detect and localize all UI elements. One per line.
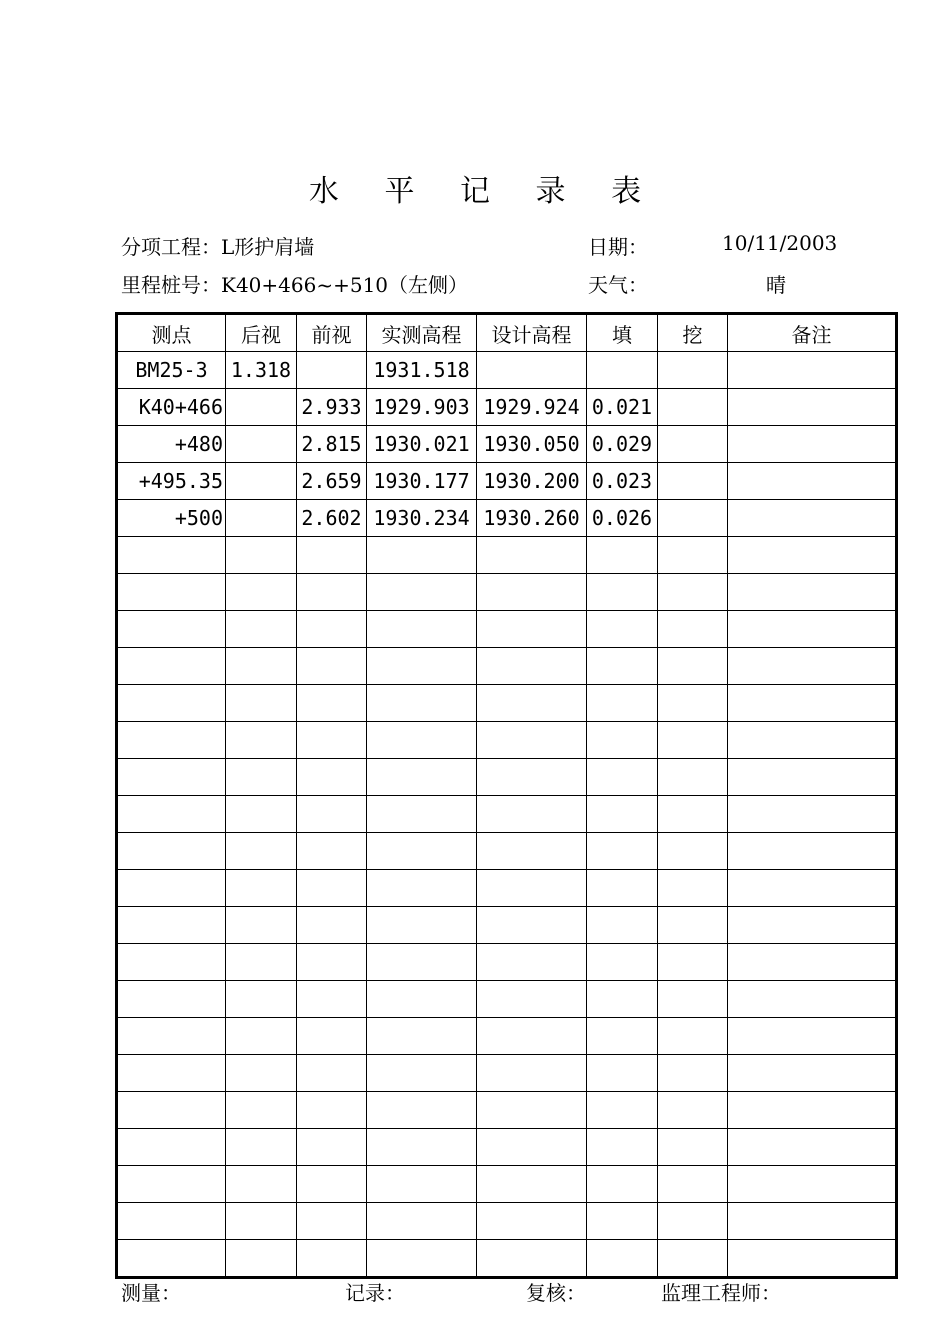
table-cell xyxy=(477,981,587,1018)
table-cell xyxy=(477,1129,587,1166)
table-cell xyxy=(658,389,728,426)
table-cell xyxy=(367,870,477,907)
table-cell xyxy=(587,796,658,833)
table-cell xyxy=(226,648,297,685)
table-cell xyxy=(658,759,728,796)
table-cell xyxy=(728,500,897,537)
table-cell xyxy=(728,426,897,463)
table-cell xyxy=(658,611,728,648)
table-cell xyxy=(226,1055,297,1092)
table-cell xyxy=(367,574,477,611)
table-cell: 0.026 xyxy=(587,500,658,537)
table-cell xyxy=(658,500,728,537)
table-cell xyxy=(226,537,297,574)
table-cell xyxy=(117,981,226,1018)
table-cell xyxy=(728,352,897,389)
table-row xyxy=(117,796,897,833)
table-row xyxy=(117,944,897,981)
table-cell xyxy=(658,722,728,759)
table-cell xyxy=(117,1203,226,1240)
table-cell xyxy=(477,944,587,981)
table-row xyxy=(117,537,897,574)
table-cell xyxy=(117,1055,226,1092)
table-cell xyxy=(117,1129,226,1166)
table-cell xyxy=(587,1018,658,1055)
table-cell xyxy=(658,981,728,1018)
table-cell: +495.35 xyxy=(117,463,226,500)
table-cell xyxy=(658,870,728,907)
table-cell xyxy=(367,1055,477,1092)
table-cell xyxy=(226,722,297,759)
table-cell xyxy=(367,722,477,759)
table-cell xyxy=(117,759,226,796)
table-cell xyxy=(728,648,897,685)
table-cell: 1930.177 xyxy=(367,463,477,500)
table-cell xyxy=(367,1166,477,1203)
table-cell xyxy=(477,1166,587,1203)
table-cell xyxy=(226,500,297,537)
table-cell xyxy=(297,1129,367,1166)
table-cell xyxy=(367,1018,477,1055)
table-cell xyxy=(226,463,297,500)
table-cell xyxy=(587,685,658,722)
table-cell xyxy=(297,722,367,759)
table-cell xyxy=(226,981,297,1018)
table-cell xyxy=(117,1092,226,1129)
table-cell xyxy=(297,796,367,833)
table-row xyxy=(117,870,897,907)
col-header-point: 测点 xyxy=(117,314,226,352)
table-cell: 0.029 xyxy=(587,426,658,463)
table-cell xyxy=(587,352,658,389)
table-cell xyxy=(728,1092,897,1129)
table-cell xyxy=(728,796,897,833)
table-cell xyxy=(367,796,477,833)
table-cell xyxy=(297,574,367,611)
table-row xyxy=(117,1018,897,1055)
measure-label: 测量： xyxy=(121,1281,181,1305)
col-header-remarks: 备注 xyxy=(728,314,897,352)
table-row xyxy=(117,389,897,426)
table-cell xyxy=(658,833,728,870)
table-cell xyxy=(226,1129,297,1166)
table-cell: 2.815 xyxy=(297,426,367,463)
table-cell xyxy=(658,944,728,981)
table-cell xyxy=(477,648,587,685)
table-row xyxy=(117,1055,897,1092)
table-cell xyxy=(117,796,226,833)
table-cell xyxy=(367,907,477,944)
station-value: K40+466~+510（左侧） xyxy=(221,273,469,297)
project-label: 分项工程： xyxy=(121,235,221,259)
table-cell: K40+466 xyxy=(117,389,226,426)
table-row xyxy=(117,833,897,870)
table-cell xyxy=(477,537,587,574)
table-cell xyxy=(117,537,226,574)
table-cell xyxy=(367,1203,477,1240)
table-cell xyxy=(226,1240,297,1278)
table-cell xyxy=(658,1055,728,1092)
table-cell xyxy=(587,722,658,759)
table-cell xyxy=(477,1092,587,1129)
table-cell xyxy=(477,833,587,870)
table-cell xyxy=(728,574,897,611)
table-cell xyxy=(477,1055,587,1092)
table-cell: 1.318 xyxy=(226,352,297,389)
table-cell xyxy=(728,1166,897,1203)
table-cell xyxy=(728,463,897,500)
table-cell xyxy=(367,685,477,722)
col-header-measured-elevation: 实测高程 xyxy=(367,314,477,352)
table-cell xyxy=(587,1129,658,1166)
table-cell xyxy=(226,907,297,944)
table-cell xyxy=(367,833,477,870)
table-cell xyxy=(117,907,226,944)
table-cell: BM25-3 xyxy=(117,352,226,389)
table-row xyxy=(117,981,897,1018)
table-cell xyxy=(117,648,226,685)
table-cell xyxy=(477,759,587,796)
table-cell xyxy=(297,1055,367,1092)
table-cell xyxy=(297,1240,367,1278)
table-row xyxy=(117,1092,897,1129)
table-cell xyxy=(297,907,367,944)
page-title: 水 平 记 录 表 xyxy=(308,174,660,209)
supervisor-label: 监理工程师： xyxy=(661,1281,781,1305)
table-cell xyxy=(728,981,897,1018)
table-cell xyxy=(297,537,367,574)
table-cell xyxy=(587,1092,658,1129)
table-row xyxy=(117,907,897,944)
table-cell xyxy=(226,1203,297,1240)
table-cell xyxy=(658,1166,728,1203)
table-cell xyxy=(728,1203,897,1240)
review-label: 复核： xyxy=(526,1281,586,1305)
table-cell xyxy=(226,685,297,722)
table-cell xyxy=(117,1166,226,1203)
table-cell xyxy=(587,907,658,944)
table-cell xyxy=(587,981,658,1018)
table-cell xyxy=(587,611,658,648)
table-cell xyxy=(728,759,897,796)
table-cell xyxy=(226,389,297,426)
table-cell xyxy=(587,759,658,796)
table-cell xyxy=(297,833,367,870)
table-cell xyxy=(367,1129,477,1166)
table-cell: 2.602 xyxy=(297,500,367,537)
table-row xyxy=(117,759,897,796)
table-cell xyxy=(117,1240,226,1278)
table-cell xyxy=(226,870,297,907)
table-cell xyxy=(728,537,897,574)
table-cell xyxy=(367,1240,477,1278)
table-cell: 2.659 xyxy=(297,463,367,500)
table-row xyxy=(117,1166,897,1203)
table-cell xyxy=(297,1166,367,1203)
table-cell xyxy=(367,611,477,648)
table-cell: 1930.260 xyxy=(477,500,587,537)
table-cell xyxy=(658,1240,728,1278)
table-cell xyxy=(658,907,728,944)
table-cell xyxy=(117,870,226,907)
table-cell xyxy=(117,611,226,648)
table-cell xyxy=(477,722,587,759)
table-cell: 1930.021 xyxy=(367,426,477,463)
table-cell xyxy=(658,574,728,611)
col-header-fill: 填 xyxy=(587,314,658,352)
table-cell xyxy=(728,1018,897,1055)
table-cell xyxy=(728,870,897,907)
table-cell xyxy=(367,1092,477,1129)
table-cell xyxy=(658,1129,728,1166)
table-cell xyxy=(477,611,587,648)
table-cell xyxy=(477,1240,587,1278)
date-label: 日期： xyxy=(588,235,648,259)
table-cell xyxy=(477,685,587,722)
table-cell xyxy=(658,796,728,833)
table-cell xyxy=(587,833,658,870)
col-header-cut: 挖 xyxy=(658,314,728,352)
table-cell xyxy=(297,1092,367,1129)
table-cell xyxy=(226,1018,297,1055)
table-cell xyxy=(297,944,367,981)
table-cell xyxy=(587,1055,658,1092)
table-cell xyxy=(226,611,297,648)
table-cell xyxy=(477,574,587,611)
table-cell xyxy=(367,981,477,1018)
table-cell xyxy=(297,759,367,796)
table-cell xyxy=(587,944,658,981)
table-cell xyxy=(297,648,367,685)
table-row xyxy=(117,1240,897,1278)
project-line xyxy=(121,231,314,260)
table-cell: 1930.234 xyxy=(367,500,477,537)
table-row xyxy=(117,352,897,389)
table-cell xyxy=(728,1129,897,1166)
table-cell xyxy=(226,759,297,796)
table-cell xyxy=(728,833,897,870)
table-cell xyxy=(587,1166,658,1203)
table-cell xyxy=(587,574,658,611)
table-row xyxy=(117,426,897,463)
table-cell xyxy=(367,944,477,981)
table-row xyxy=(117,1203,897,1240)
table-row xyxy=(117,611,897,648)
table-cell xyxy=(658,426,728,463)
table-cell xyxy=(477,352,587,389)
table-cell xyxy=(297,685,367,722)
table-cell xyxy=(367,648,477,685)
table-row xyxy=(117,574,897,611)
table-cell xyxy=(367,759,477,796)
table-cell xyxy=(297,611,367,648)
table-cell xyxy=(117,944,226,981)
table-cell xyxy=(226,833,297,870)
project-value: L形护肩墙 xyxy=(221,235,315,259)
table-cell xyxy=(226,796,297,833)
table-cell xyxy=(658,648,728,685)
table-row xyxy=(117,685,897,722)
table-row xyxy=(117,463,897,500)
table-cell xyxy=(587,537,658,574)
table-cell xyxy=(658,685,728,722)
table-header-row xyxy=(117,314,897,352)
table-cell: 1931.518 xyxy=(367,352,477,389)
table-cell xyxy=(658,1018,728,1055)
record-label: 记录： xyxy=(345,1281,405,1305)
date-value: 10/11/2003 xyxy=(722,231,838,255)
table-cell xyxy=(117,574,226,611)
table-cell: 1930.050 xyxy=(477,426,587,463)
table-cell xyxy=(297,1203,367,1240)
table-cell xyxy=(226,426,297,463)
table-cell xyxy=(728,685,897,722)
table-cell xyxy=(728,611,897,648)
leveling-record-table xyxy=(115,312,898,1279)
table-cell xyxy=(658,463,728,500)
table-row xyxy=(117,1129,897,1166)
table-cell xyxy=(226,944,297,981)
table-row xyxy=(117,648,897,685)
col-header-backsight: 后视 xyxy=(226,314,297,352)
table-cell xyxy=(226,1092,297,1129)
table-cell: 1929.903 xyxy=(367,389,477,426)
table-cell xyxy=(658,1203,728,1240)
table-cell xyxy=(477,1203,587,1240)
table-cell xyxy=(297,352,367,389)
weather-value: 晴 xyxy=(766,273,786,297)
table-row xyxy=(117,500,897,537)
table-cell xyxy=(117,685,226,722)
col-header-foresight: 前视 xyxy=(297,314,367,352)
table-cell: 1929.924 xyxy=(477,389,587,426)
table-cell xyxy=(297,981,367,1018)
table-cell xyxy=(728,944,897,981)
table-cell xyxy=(728,389,897,426)
table-cell xyxy=(477,870,587,907)
station-line xyxy=(121,269,468,298)
table-cell xyxy=(297,870,367,907)
table-cell xyxy=(477,907,587,944)
col-header-design-elevation: 设计高程 xyxy=(477,314,587,352)
weather-label: 天气： xyxy=(588,273,648,297)
table-cell xyxy=(117,833,226,870)
table-cell xyxy=(226,574,297,611)
table-cell: 2.933 xyxy=(297,389,367,426)
table-cell xyxy=(658,1092,728,1129)
table-cell: 0.023 xyxy=(587,463,658,500)
table-cell xyxy=(728,1240,897,1278)
table-cell xyxy=(297,1018,367,1055)
table-cell xyxy=(587,1240,658,1278)
table-cell xyxy=(477,1018,587,1055)
table-row xyxy=(117,722,897,759)
table-cell: 1930.200 xyxy=(477,463,587,500)
table-cell: +500 xyxy=(117,500,226,537)
table-cell xyxy=(117,722,226,759)
table-cell xyxy=(728,907,897,944)
table-cell xyxy=(226,1166,297,1203)
table-cell xyxy=(117,1018,226,1055)
table-cell xyxy=(728,722,897,759)
table-cell xyxy=(658,537,728,574)
table-cell xyxy=(477,796,587,833)
table-cell: 0.021 xyxy=(587,389,658,426)
table-cell xyxy=(587,1203,658,1240)
table-cell xyxy=(658,352,728,389)
table-cell xyxy=(587,648,658,685)
station-label: 里程桩号： xyxy=(121,273,221,297)
table-cell: +480 xyxy=(117,426,226,463)
table-cell xyxy=(728,1055,897,1092)
table-cell xyxy=(367,537,477,574)
table-cell xyxy=(587,870,658,907)
